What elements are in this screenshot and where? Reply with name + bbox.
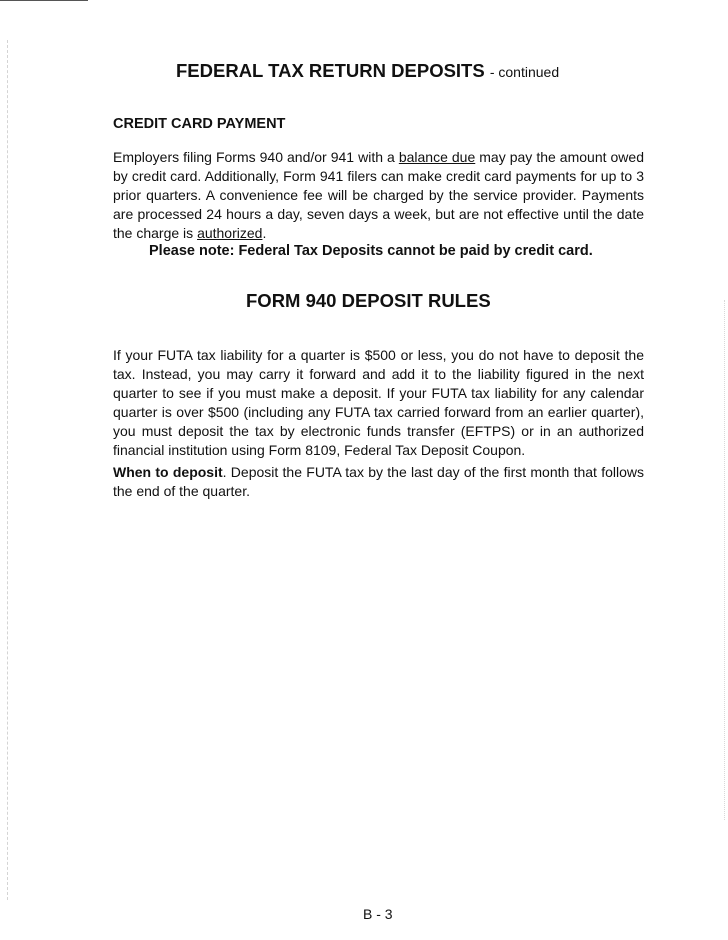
paragraph-line: quarter to see if you must make a deposit. If your FUTA tax liability for any calendar [113, 385, 644, 401]
paragraph-line [113, 224, 644, 243]
credit-card-heading: CREDIT CARD PAYMENT [113, 116, 286, 132]
when-to-deposit-label: When to deposit [113, 464, 223, 480]
paragraph-line: by credit card. Additionally, Form 941 filers can make credit card payments for up to 3 [113, 168, 644, 184]
right-scan-margin [724, 300, 725, 820]
paragraph-line: you must deposit the tax by electronic funds transfer (EFTPS) or in an authorized [113, 423, 644, 439]
when-to-deposit-paragraph [113, 463, 644, 501]
paragraph-line: If your FUTA tax liability for a quarter is $500 or less, you do not have to deposit the [113, 347, 644, 363]
top-corner-rule [0, 0, 88, 1]
text-run: may pay the amount owed [475, 149, 644, 165]
paragraph-line: financial institution using Form 8109, Federal Tax Deposit Coupon. [113, 442, 526, 458]
paragraph-line [113, 148, 644, 167]
authorized-underlined: authorized [197, 225, 263, 241]
paragraph-line: quarter is over $500 (including any FUTA tax carried forward from an earlier quarter), [113, 404, 644, 420]
text-run: the charge is [113, 225, 198, 241]
left-scan-margin [7, 40, 8, 900]
credit-card-note: Please note: Federal Tax Deposits cannot be paid by credit card. [149, 243, 593, 259]
page-number: B - 3 [363, 906, 393, 922]
text-run: . Deposit the FUTA tax by the last day of the first month that follows [222, 464, 644, 480]
page-title [176, 60, 559, 82]
page-title-text: FEDERAL TAX RETURN DEPOSITS [176, 60, 485, 81]
paragraph-line: the end of the quarter. [113, 483, 250, 499]
page-title-suffix: - continued [489, 64, 560, 80]
paragraph-line: are processed 24 hours a day, seven days a week, but are not effective until the date [113, 206, 644, 222]
credit-card-paragraph [113, 148, 644, 243]
balance-due-underlined: balance due [398, 149, 476, 165]
text-run: . [262, 225, 267, 241]
text-run: Employers filing Forms 940 and/or 941 with a [113, 149, 399, 165]
deposit-rules-heading: FORM 940 DEPOSIT RULES [246, 290, 491, 311]
paragraph-line [113, 463, 644, 482]
paragraph-line: tax. Instead, you may carry it forward and add it to the liability figured in the next [113, 366, 644, 382]
deposit-rules-paragraph [113, 346, 644, 460]
paragraph-line: prior quarters. A convenience fee will be charged by the service provider. Payments [113, 187, 644, 203]
